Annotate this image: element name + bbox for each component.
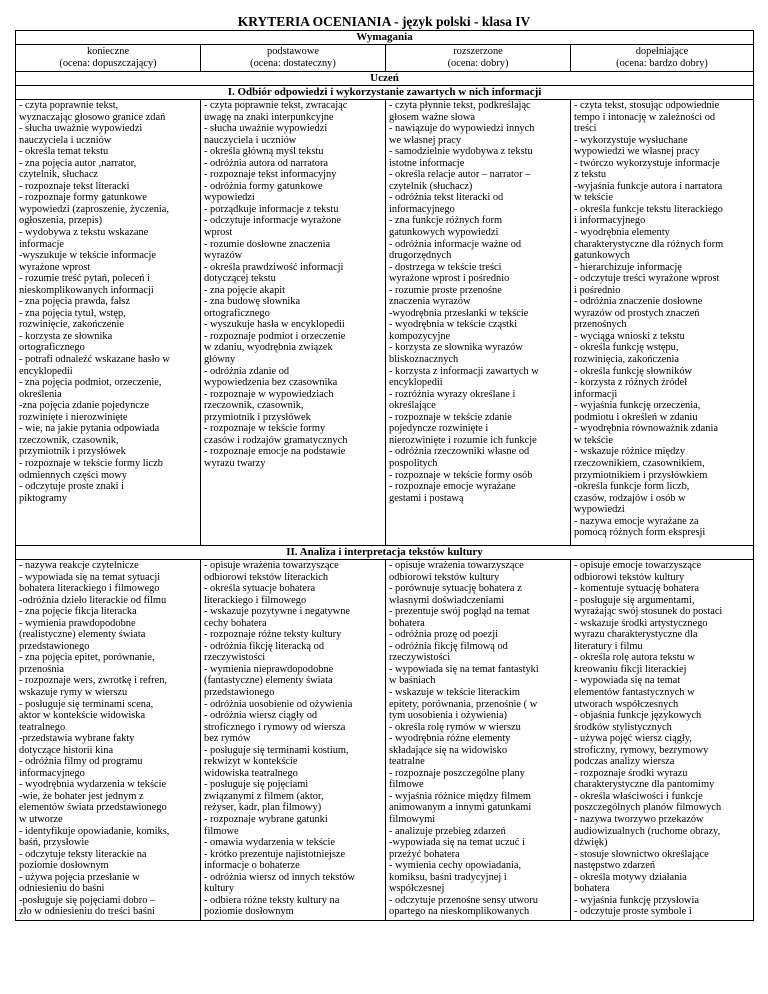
criterion-line: - określa funkcje tekstu literackiego: [574, 203, 723, 215]
criterion-line: animowanym a innymi gatunkami: [389, 802, 532, 814]
criterion-line: komiksu, baśni tradycyjnej i: [389, 871, 507, 883]
criterion-line: rzeczownik, czasownik,: [19, 434, 119, 446]
criterion-line: - wskazuje pozytywne i negatywne: [204, 606, 350, 618]
criterion-line: - czyta poprawnie tekst,: [19, 100, 119, 111]
criterion-line: informacji: [574, 388, 618, 400]
section-2-col-3: [386, 560, 571, 921]
criterion-line: - wyjaśnia funkcję orzeczenia,: [574, 400, 701, 412]
criterion-line: - rozpoznaje tekst informacyjny: [204, 169, 337, 181]
criterion-line: - wyciąga wnioski z tekstu: [574, 330, 685, 342]
criterion-line: bez rymów: [204, 733, 251, 745]
criterion-line: pospolitych: [389, 457, 438, 469]
page-title: KRYTERIA OCENIANIA - język polski - klasa IV: [237, 14, 531, 29]
criterion-line: bohatera: [574, 883, 610, 895]
criterion-line: - rozumie dosłowne znaczenia: [204, 238, 331, 250]
criterion-line: - określa główną myśl tekstu: [204, 146, 324, 158]
criterion-line: -zna pojęcia zdanie pojedyncze: [19, 400, 150, 412]
criterion-line: główny: [204, 354, 236, 366]
criterion-line: - zna pojęcie akapit: [204, 284, 286, 296]
criterion-line: ogłoszenia, przepis): [19, 215, 103, 227]
section-1-col-4: [571, 100, 754, 546]
criterion-line: rozwinięte i nierozwinięte: [19, 411, 128, 423]
criterion-line: - odczytuje teksty literackie na: [19, 848, 147, 860]
criterion-line: - odczytuje treści wyrażone wprost: [574, 273, 720, 285]
criterion-line: (fantastyczne) elementy świata: [204, 675, 333, 687]
criterion-line: - wyodrębnia w tekście cząstki: [389, 319, 518, 331]
criterion-line: przeżyć bohatera: [389, 848, 460, 860]
section-1-col-1: [16, 100, 201, 546]
criterion-line: - odróżnia wiersz ciągły od: [204, 710, 318, 722]
criterion-line: tym uosobienia i ożywienia): [389, 710, 508, 722]
criterion-line: reżyser, kadr, plan filmowy): [204, 802, 322, 814]
criterion-line: - rozpoznaje w tekście formy liczb: [19, 457, 163, 469]
criterion-line: - odróżnia znaczenie dosłowne: [574, 296, 703, 308]
criterion-line: uwagę na znaki interpunkcyjne: [204, 111, 334, 123]
criterion-line: dotyczące historii kina: [19, 744, 114, 756]
criterion-line: treści: [574, 123, 597, 135]
criterion-line: - identyfikuje opowiadanie, komiks,: [19, 825, 170, 837]
criterion-line: - określa funkcję słowników: [574, 365, 693, 377]
criterion-line: - wymienia nieprawdopodobne: [204, 663, 334, 675]
criterion-line: - określa rolę autora tekstu w: [574, 652, 695, 664]
criterion-line: encyklopedii: [389, 377, 443, 389]
criterion-line: - porządkuje informacje z tekstu: [204, 203, 339, 215]
criterion-line: - rozróżnia wyrazy określane i: [389, 388, 516, 400]
criterion-line: - używa pojęcia przesłanie w: [19, 871, 140, 883]
criterion-line: - hierarchizuje informację: [574, 261, 682, 273]
criterion-line: informacje: [19, 238, 65, 250]
criterion-line: nieskomplikowanych informacji: [19, 284, 154, 296]
criterion-line: - nazywa reakcje czytelnicze: [19, 560, 139, 571]
criterion-line: czasów, rodzajów i osób w: [574, 492, 686, 504]
criterion-line: - wykorzystuje wysłuchane: [574, 134, 688, 146]
criterion-line: środków stylistycznych: [574, 721, 672, 733]
criterion-line: - odróżnia wiersz od innych tekstów: [204, 871, 355, 883]
criterion-line: - słucha uważnie wypowiedzi: [204, 123, 328, 135]
criterion-line: - odczytuje przenośne sensy utworu: [389, 894, 538, 906]
criterion-line: - rozpoznaje tekst literacki: [19, 180, 130, 192]
criterion-line: pojedyncze rozwinięte i: [389, 423, 489, 435]
criterion-line: - odróżnia filmy od programu: [19, 756, 143, 768]
criterion-line: - określa funkcję wstępu,: [574, 342, 679, 354]
criterion-line: czytelnik, słuchacz: [19, 169, 99, 181]
criterion-line: - czyta płynnie tekst, podkreślając: [389, 100, 531, 111]
criterion-line: i pośrednio: [574, 284, 621, 296]
grading-criteria-page: [15, 13, 753, 921]
criterion-line: -odróżnia dzieło literackie od filmu: [19, 594, 167, 606]
criterion-line: - wymienia cechy opowiadania,: [389, 860, 522, 872]
criterion-line: przedstawionego: [19, 640, 90, 652]
criterion-line: - nazywa tworzywo przekazów: [574, 814, 704, 826]
criterion-line: wyrazu twarzy: [204, 457, 266, 469]
criterion-line: przymiotnik i przysłówek: [204, 411, 311, 423]
criterion-line: nauczyciela i uczniów: [204, 134, 297, 146]
criterion-line: - posługuje się terminami kostium,: [204, 744, 349, 756]
criterion-line: elementów świata przedstawionego: [19, 802, 167, 814]
criterion-line: - czyta poprawnie tekst, zwracając: [204, 100, 348, 111]
criterion-line: wyrażając swój stosunek do postaci: [574, 606, 723, 618]
criterion-line: - posługuje się terminami scena,: [19, 698, 154, 710]
criterion-line: - rozpoznaje formy gatunkowe: [19, 192, 147, 204]
criterion-line: - rozpoznaje w tekście zdanie: [389, 411, 512, 423]
criterion-line: - omawia wydarzenia w tekście: [204, 837, 335, 849]
criterion-line: przenośnych: [574, 319, 627, 331]
criterion-line: z tekstu: [574, 169, 607, 181]
criterion-line: bohatera literackiego i filmowego: [19, 583, 160, 595]
criterion-line: filmowymi: [389, 814, 436, 826]
criterion-line: znaczenia wyrazów: [389, 296, 471, 308]
criterion-line: podmiotu i określeń w zdaniu: [574, 411, 698, 423]
criterion-line: wypowiedzi: [204, 192, 255, 204]
criterion-line: teatralne: [389, 756, 425, 768]
criterion-line: - wymienia prawdopodobne: [19, 617, 136, 629]
criterion-line: - wyodrębnia różne elementy: [389, 733, 511, 745]
criterion-line: -posługuje się pojęciami dobro –: [19, 894, 156, 906]
criterion-line: rzeczywistości: [204, 652, 266, 664]
criterion-line: aktor w kontekście widowiska: [19, 710, 146, 722]
criterion-line: - posługuje się argumentami,: [574, 594, 695, 606]
criterion-line: - wskazuje w tekście literackim: [389, 687, 520, 699]
criterion-line: - określa prawdziwość informacji: [204, 261, 344, 273]
criterion-line: teatralnego: [19, 721, 66, 733]
criterion-line: gatunkowych: [574, 250, 630, 262]
criterion-line: odmiennych części mowy: [19, 469, 127, 481]
criterion-line: -przedstawia wybrane fakty: [19, 733, 135, 745]
section-1-row: [16, 100, 754, 546]
criterion-line: wypowiedzi: [574, 504, 625, 516]
criterion-line: składające się na widowisko: [389, 744, 508, 756]
criterion-line: filmowe: [204, 825, 239, 837]
criterion-line: -określa funkcje form liczb,: [574, 481, 690, 493]
criterion-line: informacyjnego: [389, 203, 455, 215]
criterion-line: - zna funkcje różnych form: [389, 215, 503, 227]
section-2-row: [16, 560, 754, 921]
criterion-line: elementów fantastycznych w: [574, 687, 695, 699]
criterion-line: - słucha uważnie wypowiedzi: [19, 123, 143, 135]
criterion-line: - rozumie proste przenośne: [389, 284, 502, 296]
criterion-line: rzeczywistości: [389, 652, 451, 664]
criterion-line: wprost: [204, 227, 233, 239]
criterion-line: - rozpoznaje wybrane gatunki: [204, 814, 328, 826]
criterion-line: -wyjaśnia funkcje autora i narratora: [574, 180, 723, 192]
criterion-line: - rozpoznaje emocje na podstawie: [204, 446, 346, 458]
criterion-line: określenia: [19, 388, 62, 400]
criterion-line: - wyjaśnia funkcję przysłowia: [574, 894, 699, 906]
criterion-line: następstwo zdarzeń: [574, 860, 656, 872]
criterion-line: - wskazuje środki artystycznego: [574, 617, 708, 629]
criterion-line: filmowe: [389, 779, 424, 791]
criterion-line: - odczytuje informacje wyrażone: [204, 215, 342, 227]
criterion-line: bohatera: [389, 617, 425, 629]
criterion-line: dźwięk): [574, 837, 608, 849]
level-header-1: konieczne (ocena: dopuszczający): [16, 45, 201, 72]
requirements-header: Wymagania: [16, 31, 754, 45]
criterion-line: - określa właściwości i funkcje: [574, 790, 703, 802]
criterion-line: - korzysta z różnych źródeł: [574, 377, 688, 389]
criterion-line: - zna pojęcia prawda, fałsz: [19, 296, 131, 308]
criterion-line: -wyszukuje w tekście informacje: [19, 250, 157, 262]
criterion-line: - używa pojęć wiersz ciągły,: [574, 733, 692, 745]
criterion-line: - wydobywa z tekstu wskazane: [19, 227, 149, 239]
criterion-line: - zna pojęcia tytuł, wstęp,: [19, 307, 126, 319]
criterion-line: - dostrzega w tekście treści: [389, 261, 502, 273]
criterion-line: - odróżnia prozę od poezji: [389, 629, 499, 641]
criterion-line: - wyodrębnia równoważnik zdania: [574, 423, 718, 435]
criterion-line: - opisuje wrażenia towarzyszące: [204, 560, 339, 571]
criterion-line: i informacyjnego: [574, 215, 646, 227]
section-2-col-2: [201, 560, 386, 921]
level-header-4: dopełniające (ocena: bardzo dobry): [571, 45, 754, 72]
student-header: Uczeń: [16, 72, 754, 86]
criterion-line: - stosuje słownictwo określające: [574, 848, 709, 860]
criterion-line: kompozycyjne: [389, 330, 451, 342]
criterion-line: wypowiedzi (zaproszenie, życzenia,: [19, 203, 170, 215]
criterion-line: - odróżnia tekst literacki od: [389, 192, 504, 204]
criterion-line: - nazywa emocje wyrażane za: [574, 515, 699, 527]
criterion-line: związanymi z filmem (aktor,: [204, 790, 324, 802]
criterion-line: - wypowiada się na temat sytuacji: [19, 571, 161, 583]
criterion-line: odbiorowi tekstów kultury: [389, 571, 500, 583]
criterion-line: wyrażone wprost: [19, 261, 91, 273]
criterion-line: cechy bohatera: [204, 617, 267, 629]
criterion-line: - zna pojęcia autor ,narrator,: [19, 157, 137, 169]
criterion-line: literatury i filmu: [574, 640, 643, 652]
criterion-line: - porównuje sytuację bohatera z: [389, 583, 522, 595]
criterion-line: - odróżnia zdanie od: [204, 365, 290, 377]
criterion-line: w tekście: [574, 192, 613, 204]
criterion-line: wyrazów: [204, 250, 243, 262]
criterion-line: rekwizyt w kontekście: [204, 756, 298, 768]
criterion-line: - określa motywy działania: [574, 871, 687, 883]
criterion-line: istotne informacje: [389, 157, 465, 169]
criterion-line: ortograficznego: [204, 307, 270, 319]
criterion-line: rozwinięcie, zakończenie: [19, 319, 124, 331]
criterion-line: kreowaniu fikcji literackiej: [574, 663, 687, 675]
criterion-line: - odróżnia informacje ważne od: [389, 238, 522, 250]
criterion-line: wyrazu charakterystyczne dla: [574, 629, 698, 641]
criterion-line: - wskazuje różnice między: [574, 446, 686, 458]
criterion-line: - odróżnia fikcję literacką od: [204, 640, 325, 652]
criterion-line: wyrażone wprost i pośrednio: [389, 273, 510, 285]
criterion-line: - odbiera różne teksty kultury na: [204, 894, 340, 906]
criterion-line: przymiotnik i przysłówek: [19, 446, 126, 458]
criterion-line: nauczyciela i uczniów: [19, 134, 112, 146]
section-title-1: I. Odbiór odpowiedzi i wykorzystanie zawartych w nich informacji: [16, 86, 754, 100]
criterion-line: - odczytuje proste znaki i: [19, 481, 125, 493]
criterion-line: rozwinięcia, zakończenia: [574, 354, 679, 366]
criterion-line: drugorzędnych: [389, 250, 452, 262]
criterion-line: odbiorowi tekstów literackich: [204, 571, 329, 583]
criterion-line: wyznaczając głosowo granice zdań: [19, 111, 166, 123]
criterion-line: - rozumie treść pytań, poleceń i: [19, 273, 150, 285]
criterion-line: dotyczącej tekstu: [204, 273, 276, 285]
criterion-line: w utworze: [19, 814, 63, 826]
criterion-line: opartego na nieskomplikowanych: [389, 906, 530, 918]
criterion-line: - wyjaśnia różnice między filmem: [389, 790, 531, 802]
criterion-line: w zdaniu, wyodrębnia związek: [204, 342, 333, 354]
criterion-line: w baśniach: [389, 675, 436, 687]
criterion-line: czasów i rodzajów gramatycznych: [204, 434, 348, 446]
criterion-line: - opisuje wrażenia towarzyszące: [389, 560, 524, 571]
criterion-line: - rozpoznaje środki wyrazu: [574, 767, 688, 779]
criterion-line: - rozpoznaje różne teksty kultury: [204, 629, 342, 641]
criterion-line: - wyodrębnia elementy: [574, 227, 670, 239]
criterion-line: - określa relacje autor – narrator –: [389, 169, 531, 181]
criterion-line: - korzysta z informacji zawartych w: [389, 365, 539, 377]
criterion-line: - rozpoznaje w tekście formy: [204, 423, 326, 435]
criterion-line: głosem ważne słowa: [389, 111, 475, 123]
criterion-line: podczas analizy wiersza: [574, 756, 675, 768]
criterion-line: - określa temat tekstu: [19, 146, 109, 158]
criterion-line: - rozpoznaje w wypowiedziach: [204, 388, 334, 400]
criterion-line: - wyszukuje hasła w encyklopedii: [204, 319, 345, 331]
criterion-line: bliskoznacznych: [389, 354, 459, 366]
criterion-line: -wyodrębnia przesłanki w tekście: [389, 307, 529, 319]
criterion-line: -wie, że bohater jest jednym z: [19, 790, 144, 802]
criterion-line: utworach współczesnych: [574, 698, 679, 710]
criterion-line: własnymi doświadczeniami: [389, 594, 505, 606]
criterion-line: encyklopedii: [19, 365, 73, 377]
criterion-line: - rozpoznaje wers, zwrotkę i refren,: [19, 675, 167, 687]
criterion-line: przenośnia: [19, 663, 65, 675]
criterion-line: baśń, przysłowie: [19, 837, 89, 849]
criterion-line: wypowiedzi we własnej pracy: [574, 146, 700, 158]
criterion-line: stroficznego i rymowy od wiersza: [204, 721, 346, 733]
criterion-line: wypowiedzenia bez czasownika: [204, 377, 338, 389]
criterion-line: we własnej pracy: [389, 134, 462, 146]
criterion-line: - rozpoznaje emocje wyrażane: [389, 481, 516, 493]
section-1-col-3: [386, 100, 571, 546]
levels-row: [16, 45, 754, 72]
criterion-line: stroficzny, rymowy, bezrymowy: [574, 744, 709, 756]
criterion-line: charakterystyczne dla różnych form: [574, 238, 724, 250]
criterion-line: (realistyczne) elementy świata: [19, 629, 146, 641]
criterion-line: literackiego i filmowego: [204, 594, 307, 606]
criterion-line: - wypowiada się na temat fantastyki: [389, 663, 539, 675]
criterion-line: przedstawionego: [204, 687, 275, 699]
criterion-line: - zna budowę słownika: [204, 296, 301, 308]
criterion-line: - zna pojęcie fikcja literacka: [19, 606, 137, 618]
criterion-line: nierozwinięte i rozumie ich funkcje: [389, 434, 537, 446]
criterion-line: określające: [389, 400, 436, 412]
criterion-line: informacyjnego: [19, 767, 85, 779]
criterion-line: informacje o bohaterze: [204, 860, 300, 872]
criterion-line: - posługuje się pojęciami: [204, 779, 309, 791]
criterion-line: charakterystyczne dla pantomimy: [574, 779, 715, 791]
criterion-line: współczesnej: [389, 883, 445, 895]
criterion-line: gestami i postawą: [389, 492, 464, 504]
section-title-2: II. Analiza i interpretacja tekstów kultury: [16, 546, 754, 560]
criterion-line: odbiorowi tekstów kultury: [574, 571, 685, 583]
criterion-line: - rozpoznaje poszczególne plany: [389, 767, 525, 779]
criterion-line: - korzysta ze słownika wyrazów: [389, 342, 523, 354]
criterion-line: - określa rolę rymów w wierszu: [389, 721, 521, 733]
criterion-line: - wyodrębnia wydarzenia w tekście: [19, 779, 167, 791]
criterion-line: - odróżnia autora od narratora: [204, 157, 329, 169]
criterion-line: rzeczownikiem, czasownikiem,: [574, 457, 705, 469]
criterion-line: poziomie dosłownym: [204, 906, 294, 918]
criterion-line: poziomie dosłownym: [19, 860, 109, 872]
criterion-line: - krótko prezentuje najistotniejsze: [204, 848, 346, 860]
criterion-line: - twórczo wykorzystuje informacje: [574, 157, 720, 169]
criterion-line: - odróżnia fikcję filmową od: [389, 640, 508, 652]
criterion-line: - rozpoznaje podmiot i orzeczenie: [204, 330, 346, 342]
criterion-line: tempo i intonację w zależności od: [574, 111, 716, 123]
criterion-line: zło w odniesieniu do treści baśni: [19, 906, 155, 918]
criterion-line: - prezentuje swój pogląd na temat: [389, 606, 530, 618]
criterion-line: - zna pojęcia epitet, porównanie,: [19, 652, 155, 664]
criterion-line: przymiotnikiem i przysłówkiem: [574, 469, 708, 481]
criterion-line: piktogramy: [19, 492, 67, 504]
criterion-line: - odróżnia rzeczowniki własne od: [389, 446, 530, 458]
criterion-line: - komentuje sytuację bohatera: [574, 583, 699, 595]
criterion-line: - opisuje emocje towarzyszące: [574, 560, 702, 571]
section-2-col-1: [16, 560, 201, 921]
criterion-line: ortograficznego: [19, 342, 85, 354]
criterion-line: gatunkowych wypowiedzi: [389, 227, 499, 239]
criterion-line: epitety, porównania, przenośnie ( w: [389, 698, 538, 710]
level-header-3: rozszerzone (ocena: dobry): [386, 45, 571, 72]
criterion-line: odniesieniu do baśni: [19, 883, 105, 895]
criterion-line: czytelnik (słuchacz): [389, 180, 473, 192]
criterion-line: w tekście: [574, 434, 613, 446]
criterion-line: pomocą różnych form ekspresji: [574, 527, 706, 539]
criterion-line: - wypowiada się na temat: [574, 675, 681, 687]
criterion-line: - czyta tekst, stosując odpowiednie: [574, 100, 720, 111]
criterion-line: - objaśnia funkcje językowych: [574, 710, 702, 722]
criterion-line: - samodzielnie wydobywa z tekstu: [389, 146, 533, 158]
criterion-line: - wie, na jakie pytania odpowiada: [19, 423, 160, 435]
section-1-col-2: [201, 100, 386, 546]
section-2-col-4: [571, 560, 754, 921]
criterion-line: - określa sytuacje bohatera: [204, 583, 316, 595]
criterion-line: - analizuje przebieg zdarzeń: [389, 825, 506, 837]
level-header-2: podstawowe (ocena: dostateczny): [201, 45, 386, 72]
criterion-line: kultury: [204, 883, 235, 895]
criteria-table: [15, 30, 754, 921]
criterion-line: - odczytuje proste symbole i: [574, 906, 692, 918]
criterion-line: - rozpoznaje w tekście formy osób: [389, 469, 533, 481]
criterion-line: wskazuje rymy w wierszu: [19, 687, 128, 699]
criterion-line: wyrazów od prostych znaczeń: [574, 307, 700, 319]
criterion-line: poszczególnych planów filmowych: [574, 802, 722, 814]
criterion-line: - odróżnia uosobienie od ożywienia: [204, 698, 353, 710]
criterion-line: -wypowiada się na temat uczuć i: [389, 837, 525, 849]
criterion-line: rzeczownik, czasownik,: [204, 400, 304, 412]
criterion-line: - potrafi odnaleźć wskazane hasło w: [19, 354, 170, 366]
criterion-line: - nawiązuje do wypowiedzi innych: [389, 123, 535, 135]
criterion-line: - zna pojęcia podmiot, orzeczenie,: [19, 377, 162, 389]
criterion-line: audiowizualnych (ruchome obrazy,: [574, 825, 721, 837]
criterion-line: widowiska teatralnego: [204, 767, 298, 779]
criterion-line: - korzysta ze słownika: [19, 330, 113, 342]
criterion-line: - odróżnia formy gatunkowe: [204, 180, 323, 192]
